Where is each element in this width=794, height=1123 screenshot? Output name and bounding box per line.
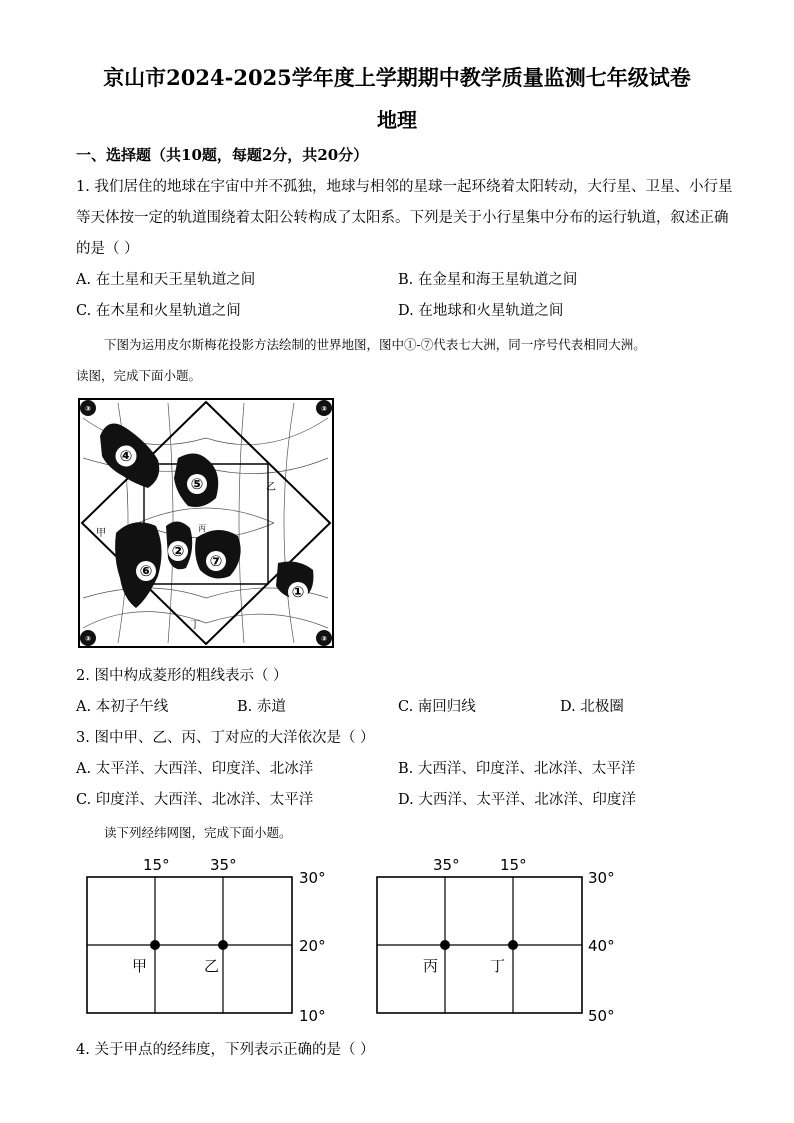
continent-6-label: ⑥ (139, 562, 153, 580)
point-yi-label: 乙 (204, 957, 220, 975)
point-bing-label: 丙 (423, 957, 439, 975)
continent-3-label-bl: ③ (85, 635, 91, 643)
map-intro-line2: 读图，完成下面小题。 (76, 368, 202, 383)
grid-left-lon-15: 15° (143, 856, 170, 874)
point-jia-label: 甲 (132, 957, 148, 975)
grid-right-lon-35: 35° (433, 856, 460, 874)
subject-title: 地理 (377, 108, 417, 132)
grid-left-lat-30: 30° (299, 869, 326, 887)
q1-line1: 1. 我们居住的地球在宇宙中并不孤独，地球与相邻的星球一起环绕着太阳转动，大行星、卫星、小行星 (76, 179, 733, 195)
grid-right-lat-30: 30° (588, 869, 615, 887)
q1-line2: 等天体按一定的轨道围绕着太阳公转构成了太阳系。下列是关于小行星集中分布的运行轨道，叙述正确 (76, 210, 729, 226)
q2-option-b: B. 赤道 (237, 699, 286, 715)
q1-option-b: B. 在金星和海王星轨道之间 (398, 272, 578, 288)
grid-right-figure (376, 876, 584, 1016)
ocean-bing-label: 丙 (198, 524, 206, 533)
continent-3-label-tl: ③ (85, 405, 91, 413)
point-yi-dot (218, 940, 228, 950)
section-heading: 一、选择题（共10题，每题2分，共20分） (76, 146, 369, 164)
q4-stem: 4. 关于甲点的经纬度，下列表示正确的是（ ） (76, 1042, 375, 1058)
point-jia-dot (150, 940, 160, 950)
q1-option-c: C. 在木星和火星轨道之间 (76, 303, 241, 319)
q2-option-d: D. 北极圈 (560, 699, 624, 715)
grid-left-figure (86, 876, 294, 1016)
grid-right-lat-40: 40° (588, 937, 615, 955)
q3-stem: 3. 图中甲、乙、丙、丁对应的大洋依次是（ ） (76, 730, 375, 746)
q3-option-c: C. 印度洋、大西洋、北冰洋、太平洋 (76, 792, 314, 808)
grid-left-lat-10: 10° (299, 1007, 326, 1025)
grid-left-lon-35: 35° (210, 856, 237, 874)
q1-line3: 的是（ ） (76, 241, 139, 257)
q3-option-a: A. 太平洋、大西洋、印度洋、北冰洋 (76, 761, 314, 777)
q3-option-d: D. 大西洋、太平洋、北冰洋、印度洋 (398, 792, 636, 808)
grid-left-lat-20: 20° (299, 937, 326, 955)
world-map-figure (78, 398, 334, 648)
q2-option-a: A. 本初子午线 (76, 699, 169, 715)
exam-title: 京山市2024-2025学年度上学期期中教学质量监测七年级试卷 (103, 65, 691, 90)
point-ding-label: 丁 (490, 957, 506, 975)
continent-5-label: ⑤ (190, 475, 204, 493)
continent-1-label: ① (291, 583, 305, 601)
grid-right-lat-50: 50° (588, 1007, 615, 1025)
continent-4-label: ④ (119, 447, 133, 465)
continent-3-label-tr: ③ (321, 405, 327, 413)
map-intro-line1: 下图为运用皮尔斯梅花投影方法绘制的世界地图，图中①-⑦代表七大洲，同一序号代表相同大洲。 (104, 337, 646, 352)
ocean-ding-label: 丁 (190, 620, 200, 631)
ocean-yi-label: 乙 (266, 482, 276, 493)
point-bing-dot (440, 940, 450, 950)
continent-2-label: ② (171, 542, 185, 560)
ocean-jia-label: 甲 (96, 528, 106, 539)
continent-3-label-br: ③ (321, 635, 327, 643)
q3-option-b: B. 大西洋、印度洋、北冰洋、太平洋 (398, 761, 636, 777)
continent-7-label: ⑦ (209, 552, 223, 570)
grid-intro: 读下列经纬网图，完成下面小题。 (104, 825, 292, 840)
q2-option-c: C. 南回归线 (398, 699, 476, 715)
grid-right-lon-15: 15° (500, 856, 527, 874)
q1-option-a: A. 在土星和天王星轨道之间 (76, 272, 256, 288)
q2-stem: 2. 图中构成菱形的粗线表示（ ） (76, 668, 288, 684)
point-ding-dot (508, 940, 518, 950)
q1-option-d: D. 在地球和火星轨道之间 (398, 303, 564, 319)
